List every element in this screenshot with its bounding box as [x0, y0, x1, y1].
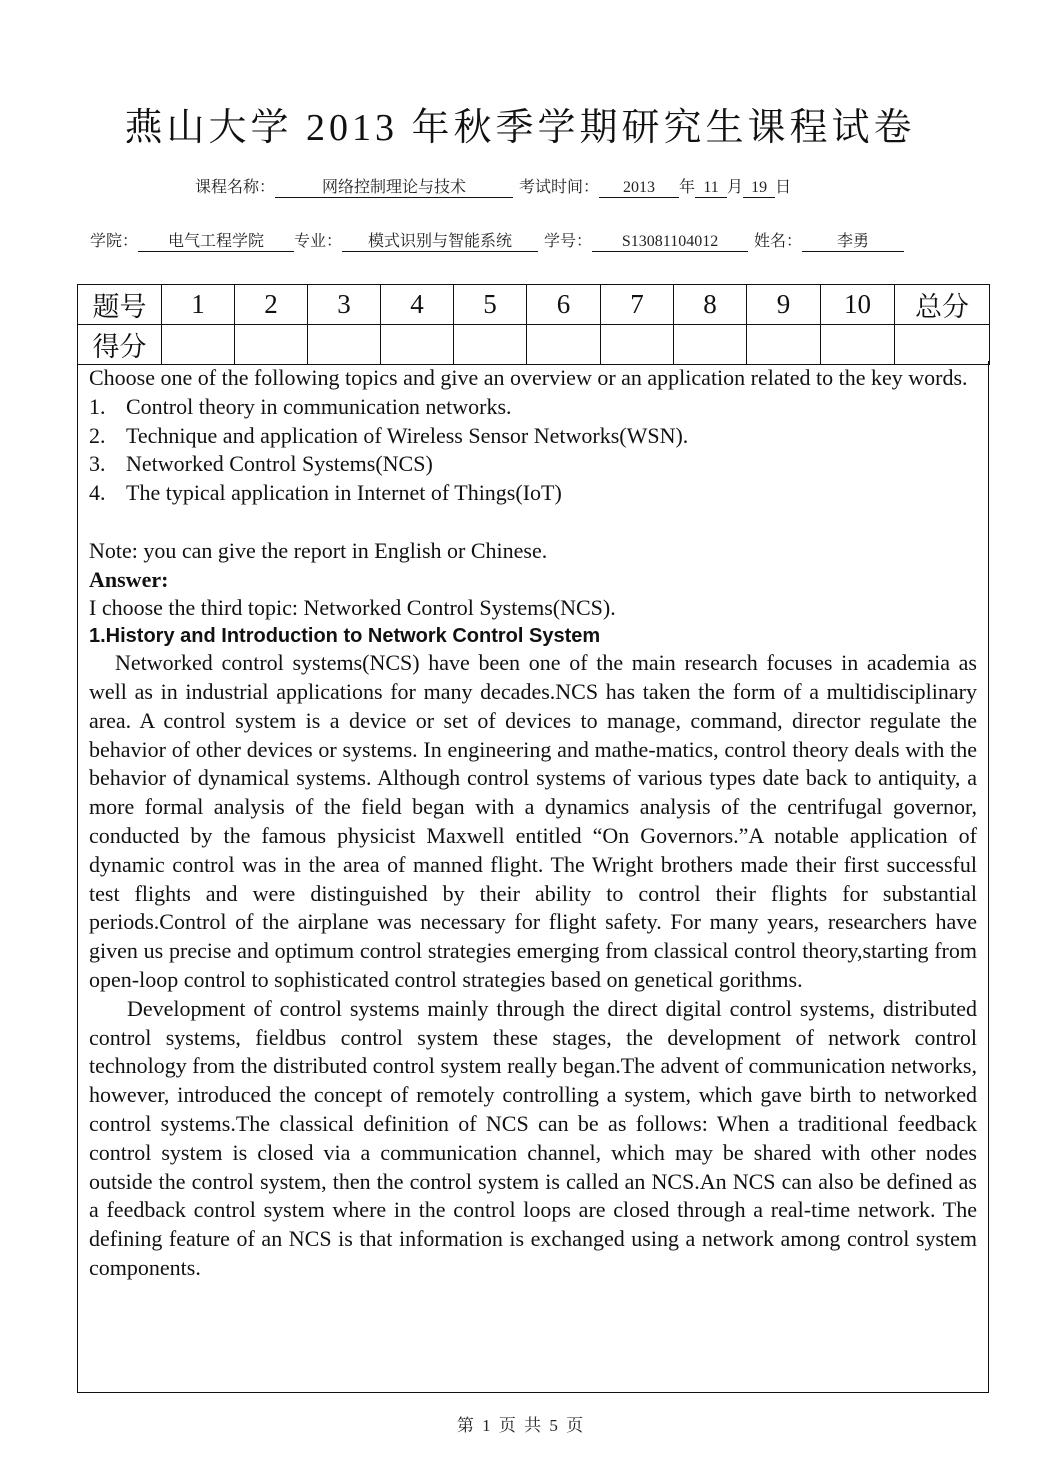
paragraph-development: Development of control systems mainly through the direct digital control systems, distributed control systems, fieldbus control system these stages, the development of network control technology from the distributed control system really began.The advent of communication networks, however, introduced the concept of remotely controlling a system, which gave birth to networked control systems.The classical definition of NCS can be as follows: When a traditional feedback control system is closed via a communication channel, which may be shared with other nodes outside the control system, then the control system is called an NCS.An NCS can also be defined as a feedback control system where in the control loops are closed through a real-time network. The defining feature of an NCS is that information is exchanged using a network among control system components. [89, 995, 977, 1280]
topic-number: 4. [89, 480, 106, 506]
student-name-value: 李勇 [802, 228, 904, 252]
topic-item [89, 479, 977, 508]
score-table-score-row [78, 325, 990, 365]
score-table-header-row [78, 285, 990, 325]
topic-item [89, 393, 977, 422]
topic-text: The typical application in Internet of Things(IoT) [126, 480, 562, 506]
answer-label: Answer: [89, 566, 169, 592]
score-table [77, 284, 990, 365]
score-cell [601, 325, 674, 365]
exam-title: 燕山大学 2013 年秋季学期研究生课程试卷 [124, 107, 916, 149]
exam-year: 2013 [599, 179, 679, 198]
score-cell [821, 325, 895, 365]
topic-number: 1. [89, 393, 106, 419]
spacer [89, 508, 977, 537]
language-note: Note: you can give the report in English or Chinese. [89, 537, 548, 563]
score-cell [674, 325, 747, 365]
question-prompt: Choose one of the following topics and give an overview or an application related to the key words. [89, 365, 968, 390]
topic-list [89, 393, 977, 508]
question-4-header: 4 [381, 285, 454, 325]
major-label: 专业： [294, 233, 343, 250]
score-cell [162, 325, 235, 365]
exam-day: 19 [743, 179, 775, 198]
topic-choice: I choose the third topic: Networked Control Systems(NCS). [89, 595, 616, 621]
total-score-header: 总分 [895, 285, 990, 325]
college-label: 学院： [90, 233, 139, 250]
question-number-header: 题号 [78, 285, 162, 325]
question-8-header: 8 [674, 285, 747, 325]
question-3-header: 3 [308, 285, 381, 325]
year-unit: 年 [679, 179, 696, 196]
topic-item [89, 450, 977, 479]
question-5-header: 5 [454, 285, 527, 325]
student-name-label: 姓名： [754, 233, 803, 250]
paragraph-history: Networked control systems(NCS) have been one of the main research focuses in academia as well as in industrial applications for many decades.NCS has taken the form of a multidisciplinary area. A control system is a device or set of devices to manage, command, director regulate the behavior of other devices or systems. In engineering and mathe-matics, control theory deals with the behavior of dynamical systems. Although control systems of various types date back to antiquity, a more formal analysis of the field began with a dynamics analysis of the centrifugal governor, conducted by the famous physicist Maxwell entitled “On Governors.”A notable application of dynamic control was in the area of manned flight. The Wright brothers made their first successful test flights and were distinguished by their ability to control their flights for substantial periods.Control of the airplane was necessary for flight safety. For many years, researchers have given us precise and optimum control strategies emerging from classical control theory,starting from open-loop control to sophisticated control strategies based on genetical gorithms. [89, 650, 977, 992]
score-row-label: 得分 [78, 325, 162, 365]
college-value: 电气工程学院 [138, 228, 294, 252]
page-number-footer: 第 1 页 共 5 页 [456, 1416, 584, 1435]
total-score-cell [895, 325, 990, 365]
score-cell [747, 325, 821, 365]
score-cell [381, 325, 454, 365]
question-6-header: 6 [527, 285, 601, 325]
question-2-header: 2 [235, 285, 308, 325]
topic-item [89, 422, 977, 451]
score-cell [454, 325, 527, 365]
course-name-label: 课程名称： [195, 179, 276, 196]
topic-number: 3. [89, 451, 106, 477]
student-info-row [90, 228, 904, 252]
question-7-header: 7 [601, 285, 674, 325]
section-heading: 1.History and Introduction to Network Control System [89, 625, 601, 648]
score-cell [308, 325, 381, 365]
major-value: 模式识别与智能系统 [342, 228, 538, 252]
answer-content [89, 364, 977, 1283]
question-9-header: 9 [747, 285, 821, 325]
exam-month: 11 [695, 179, 727, 198]
student-id-value: S13081104012 [592, 233, 748, 252]
question-1-header: 1 [162, 285, 235, 325]
topic-number: 2. [89, 422, 106, 448]
topic-text: Networked Control Systems(NCS) [126, 451, 433, 477]
topic-text: Technique and application of Wireless Sensor Networks(WSN). [126, 422, 689, 448]
course-info-row [195, 174, 791, 198]
month-unit: 月 [727, 179, 744, 196]
student-id-label: 学号： [544, 233, 593, 250]
exam-time-label: 考试时间： [519, 179, 600, 196]
score-cell [527, 325, 601, 365]
score-cell [235, 325, 308, 365]
course-name-value: 网络控制理论与技术 [275, 174, 513, 198]
question-10-header: 10 [821, 285, 895, 325]
topic-text: Control theory in communication networks. [126, 393, 512, 419]
day-unit: 日 [775, 179, 792, 196]
